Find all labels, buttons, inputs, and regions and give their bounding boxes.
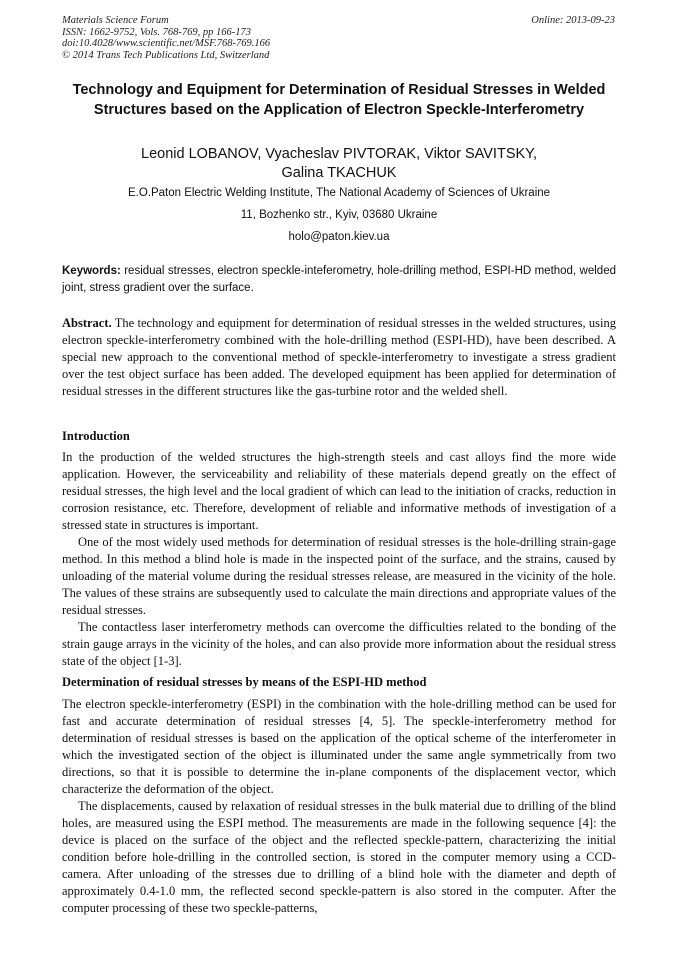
journal-issn: ISSN: 1662-9752, Vols. 768-769, pp 166-173 — [62, 26, 251, 38]
abstract-text: The technology and equipment for determination of residual stresses in the welded structures, using electron speckle-interferometry combined with the hole-drilling method (ESPI-HD), have been described. A special new approach to the conventional method of speckle-interferometry to investigate a stress gradient over the test object surface has been added. The developed equipment has been applied for determination of residual stresses in the different structures like the gas-turbine rotor and the welded shell. — [62, 316, 617, 398]
abstract-label: Abstract. — [62, 316, 112, 330]
section-2-paragraph-2: The displacements, caused by relaxation of residual stresses in the bulk material due to drilling of the blind holes, are measured using the ESPI method. The measurements are made in the following sequence [4]: the device is placed on the surface of the object and the reflected speckle-pattern, characterizing the initial condition before hole-drilling in the controlled section, is stored in the computer memory using a CCD-camera. After unloading of the stresses due to drilling of a blind hole with the diameter and depth of approximately 0.4-1.0 mm, the reflected second speckle-pattern is also stored in the computer. After the computer processing of these two speckle-patterns, — [62, 799, 616, 915]
journal-header — [62, 15, 615, 61]
introduction-paragraph-1: In the production of the welded structures the high-strength steels and cast alloys find the more wide application. However, the serviceability and reliability of these materials depend greatly on the effect of residual stresses, the high level and the local gradient of which can lead to the initiation of cracks, reduction in corrosion resistance, etc. Therefore, development of reliable and informative methods of investigation of a stressed state in structures is important. — [62, 450, 616, 532]
affiliation-address: 11, Bozhenko str., Kyiv, 03680 Ukraine — [240, 209, 438, 221]
introduction-body — [62, 449, 616, 670]
abstract — [62, 315, 616, 400]
introduction-paragraph-3: The contactless laser interferometry methods can overcome the difficulties related to the bonding of the strain gauge arrays in the vicinity of the holes, and can also provide more information about the residual stress state of the object [1-3]. — [62, 620, 616, 668]
authors-line-2: Galina TKACHUK — [281, 165, 397, 181]
section-2-paragraph-1: The electron speckle-interferometry (ESPI) in the combination with the hole-drilling method can be used for fast and accurate determination of residual stresses [4, 5]. The speckle-interferometry method for determination of residual stresses is based on the application of the optical scheme of the interferometer in which the investigated section of the object is illuminated under the same angle symmetrically from two directions, so that it is possible to determine the in-plane components of the displacement vector, which characterize the deformation of the object. — [62, 697, 616, 796]
paper-title: Technology and Equipment for Determination of Residual Stresses in Welded Structures based on the Application of Electron Speckle-Interferometry — [72, 82, 606, 118]
journal-name: Materials Science Forum — [62, 15, 169, 26]
author-list — [62, 145, 616, 183]
affiliation-institute: E.O.Paton Electric Welding Institute, The National Academy of Sciences of Ukraine — [127, 187, 551, 199]
keywords-label: Keywords: — [62, 265, 121, 277]
section-2-body — [62, 696, 616, 917]
introduction-heading: Introduction — [62, 429, 130, 443]
keywords — [62, 263, 616, 297]
authors-line-1: Leonid LOBANOV, Vyacheslav PIVTORAK, Viktor SAVITSKY, — [141, 146, 537, 162]
keywords-text: residual stresses, electron speckle-inteferometry, hole-drilling method, ESPI-HD method, welded joint, stress gradient over the surface. — [62, 265, 616, 294]
journal-copyright: © 2014 Trans Tech Publications Ltd, Switzerland — [62, 49, 270, 61]
journal-doi: doi:10.4028/www.scientific.net/MSF.768-769.166 — [62, 38, 271, 49]
section-2-heading: Determination of residual stresses by means of the ESPI-HD method — [62, 675, 427, 689]
introduction-paragraph-2: One of the most widely used methods for determination of residual stresses is the hole-drilling strain-gage method. In this method a blind hole is made in the inspected point of the surface, and the strains, caused by unloading of the material volume during the residual stresses release, are measured in the vicinity of the hole. The values of these strains are subsequently used to calculate the main directions and appropriate values of the residual stresses. — [62, 535, 616, 617]
affiliation-email: holo@paton.kiev.ua — [288, 231, 390, 243]
online-date: Online: 2013-09-23 — [531, 15, 615, 26]
